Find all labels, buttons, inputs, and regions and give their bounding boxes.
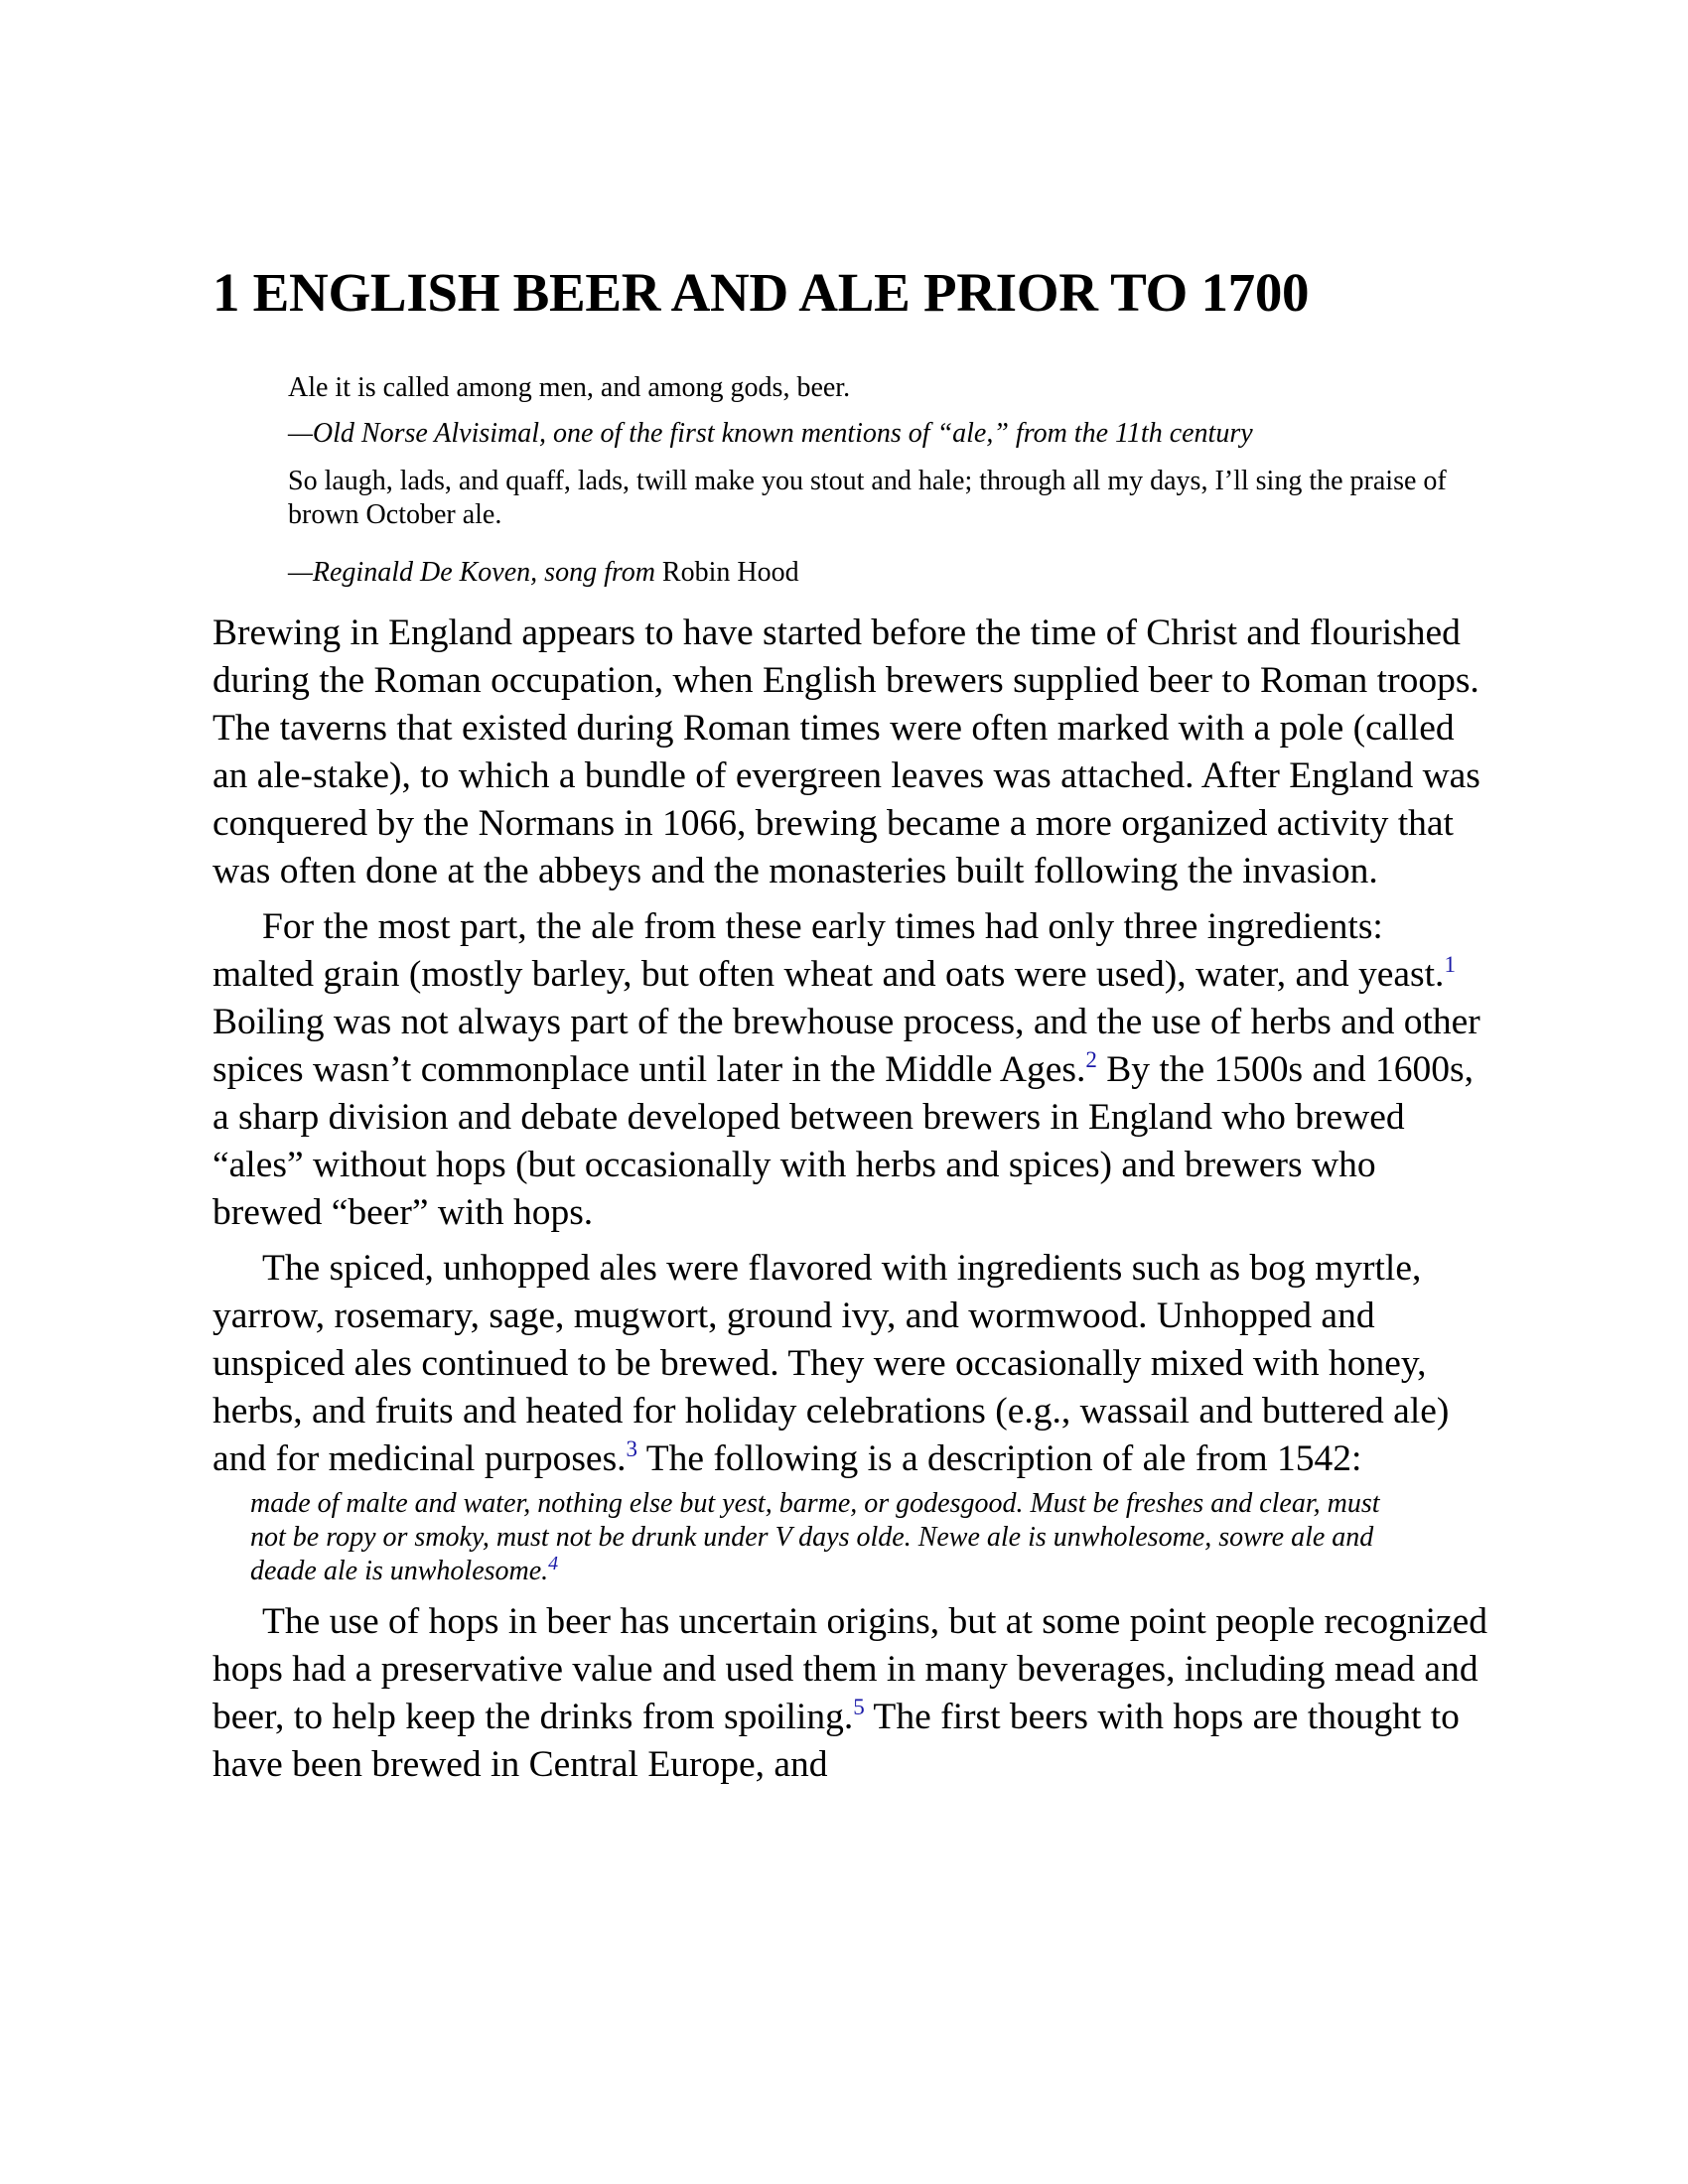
paragraph-2-part-b: Boiling was not always part of the brewhouse process, and the use of herbs and other spices wasn’t commonplace until later in the Middle Ages.	[212, 1002, 1480, 1090]
epigraph-attribution-2	[288, 556, 1460, 590]
epigraph-work-title: Robin Hood	[661, 557, 799, 588]
block-quote	[250, 1487, 1382, 1588]
epigraph-quote-2: So laugh, lads, and quaff, lads, twill make you stout and hale; through all my days, I’ll sing the praise of brown October ale.	[288, 466, 1447, 530]
footnote-ref-3[interactable]: 3	[626, 1436, 638, 1461]
paragraph-2-part-a: For the most part, the ale from these early times had only three ingredients: malted grain (mostly barley, but often wheat and oats were used), water, and yeast.	[212, 906, 1445, 995]
paragraph-1: Brewing in England appears to have started before the time of Christ and flourished during the Roman occupation, when English brewers supplied beer to Roman troops. The taverns that existed during Roman times were often marked with a pole (called an ale-stake), to which a bundle of evergreen leaves was attached. After England was conquered by the Normans in 1066, brewing became a more organized activity that was often done at the abbeys and the monasteries built following the invasion.	[212, 613, 1480, 891]
paragraph-4-part-a: The use of hops in beer has uncertain origins, but at some point people recognized hops had a preservative value and used them in many beverages, including mead and beer, to help keep the drinks from spoiling.	[212, 1601, 1488, 1737]
paragraph-4	[212, 1598, 1493, 1789]
epigraph-attribution-2-prefix: —Reginald De Koven, song from	[288, 557, 655, 588]
footnote-ref-5[interactable]: 5	[853, 1695, 865, 1719]
paragraph-3	[212, 1245, 1493, 1483]
paragraph-3-part-a: The spiced, unhopped ales were flavored with ingredients such as bog myrtle, yarrow, rosemary, sage, mugwort, ground ivy, and wormwood. Unhopped and unspiced ales continued to be brewed. They were occasionally mixed with honey, herbs, and fruits and heated for holiday celebrations (e.g., wassail and buttered ale) and for medicinal purposes.	[212, 1248, 1450, 1479]
chapter-body	[212, 610, 1493, 1789]
footnote-ref-1[interactable]: 1	[1444, 952, 1456, 977]
footnote-ref-2[interactable]: 2	[1085, 1047, 1097, 1072]
paragraph-4-part-b: The first beers with hops are thought to have been brewed in Central Europe, and	[212, 1697, 1460, 1785]
footnote-ref-4[interactable]: 4	[548, 1553, 559, 1574]
epigraph-quote-1: Ale it is called among men, and among gods, beer.	[288, 372, 851, 403]
chapter-title: 1 ENGLISH BEER AND ALE PRIOR TO 1700	[212, 262, 1310, 323]
paragraph-3-part-b: The following is a description of ale from 1542:	[637, 1438, 1362, 1479]
paragraph-2-part-c: By the 1500s and 1600s, a sharp division and debate developed between brewers in England who brewed “ales” without hops (but occasionally with herbs and spices) and brewers who brewed “beer” with hops.	[212, 1049, 1474, 1233]
paragraph-2	[212, 903, 1493, 1237]
block-quote-text: made of malte and water, nothing else but yest, barme, or godesgood. Must be freshes and clear, must not be ropy or smoky, must not be drunk under V days olde. Newe ale is unwholesome, sowre ale and deade ale is unwholesome.	[250, 1488, 1380, 1586]
epigraph-attribution-1: —Old Norse Alvisimal, one of the first known mentions of “ale,” from the 11th century	[288, 418, 1253, 449]
